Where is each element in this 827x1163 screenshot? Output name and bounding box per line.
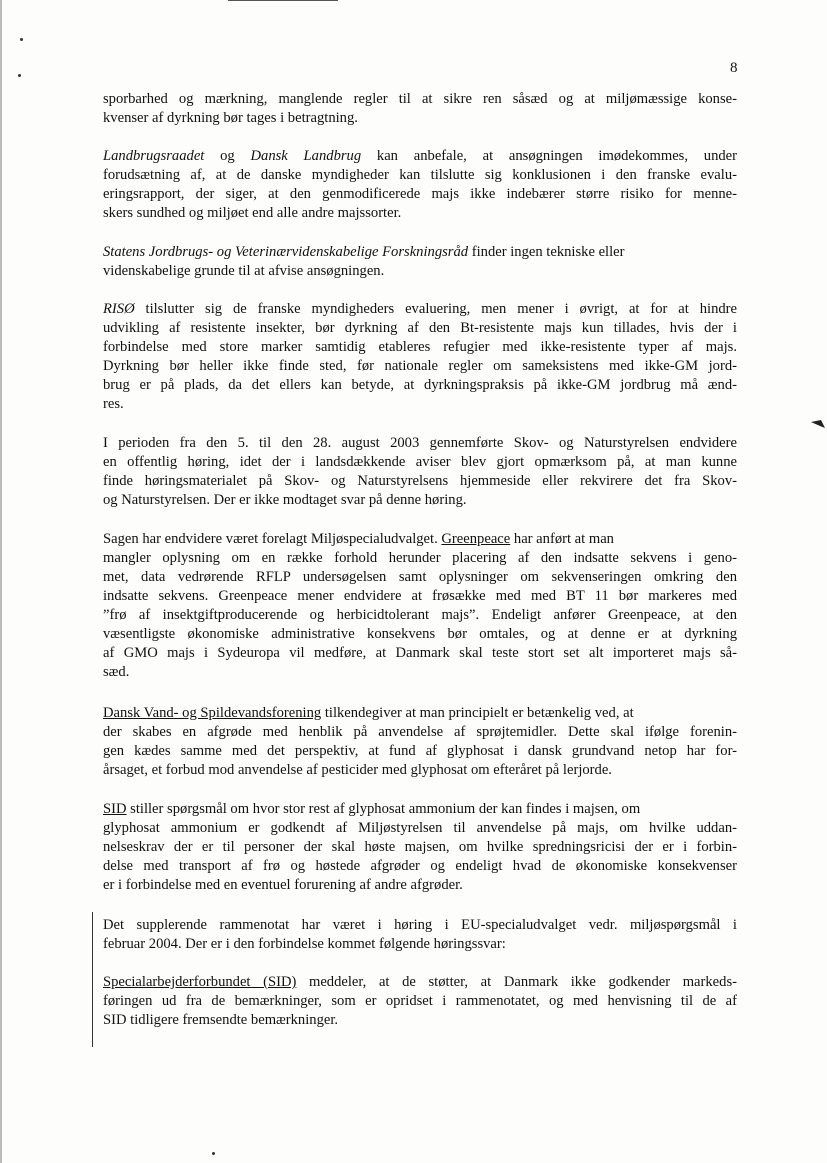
text-line: Landbrugsraadet og Dansk Landbrug kan anbefale, at ansøgningen imødekommes, under — [103, 148, 738, 164]
scan-speck — [20, 38, 23, 41]
org-name: RISØ — [103, 301, 135, 317]
text-line: nelseskrav der er til personer der skal høste majsen, om hvilke spredningsricisi der er i forbin- — [103, 839, 737, 855]
text-line: udvikling af resistente insekter, bør dyrkning af den Bt-resistente majs kun tillades, hvis der i — [103, 320, 737, 336]
text-line: RISØ tilslutter sig de franske myndigheders evaluering, men mener i øvrigt, at for at hindre — [103, 301, 737, 317]
text-line: indsatte sekvens. Greenpeace mener endvidere at frøsække med med BT 11 bør markeres med — [103, 588, 737, 604]
text-line: Dyrkning bør heller ikke finde sted, før nationale regler om sameksistens med ikke-GM jord- — [103, 358, 737, 374]
paragraph-8 — [103, 800, 737, 895]
text-line: finde høringsmaterialet på Skov- og Naturstyrelsens hjemmeside eller rekvirere det fra Skov- — [103, 473, 737, 489]
text-line: eringsrapport, der siger, at den genmodificerede majs ikke indebærer større risiko for menne- — [103, 186, 737, 202]
paragraph-5 — [103, 434, 737, 510]
text-line: Statens Jordbrugs- og Veterinærvidenskabelige Forskningsråd finder ingen tekniske eller — [103, 244, 625, 260]
paragraph-9 — [103, 916, 737, 954]
org-name: Landbrugsraadet — [103, 148, 205, 164]
text-line: der skabes en afgrøde med henblik på anvendelse af sprøjtemidler. Dette skal ifølge forenin- — [103, 724, 737, 740]
text-line: glyphosat ammonium er godkendt af Miljøstyrelsen til anvendelse på majs, om hvilke uddan- — [103, 820, 737, 836]
paragraph-4 — [103, 300, 737, 414]
scan-edge — [0, 0, 2, 1163]
paragraph-3 — [103, 243, 737, 281]
paragraph-6 — [103, 530, 737, 682]
text-line: sporbarhed og mærkning, manglende regler til at sikre ren såsæd og at miljømæssige konse- — [103, 91, 737, 107]
text-line: res. — [103, 396, 124, 412]
text-line: delse med transport af frø og høstede afgrøder og endeligt hvad de økonomiske konsekvenser — [103, 858, 737, 874]
org-name: Dansk Landbrug — [250, 148, 362, 164]
org-link: SID — [103, 801, 127, 817]
text-line: Specialarbejderforbundet (SID) meddeler, at de støtter, at Danmark ikke godkender markeds- — [103, 974, 737, 990]
text-line: en offentlig høring, idet der i landsdækkende aviser blev gjort opmærksom på, at man kunne — [103, 454, 737, 470]
text-line: væsentligste økonomiske administrative konsekvens bør omtales, og at denne er at dyrkning — [103, 626, 737, 642]
scan-speck — [18, 74, 21, 77]
text-line: kvenser af dyrkning bør tages i betragtning. — [103, 110, 358, 126]
header-rule — [228, 0, 338, 1]
text-line: og Naturstyrelsen. Der er ikke modtaget svar på denne høring. — [103, 492, 467, 508]
text-line: årsaget, et forbud mod anvendelse af pesticider med glyphosat om efteråret på lerjorde. — [103, 762, 612, 778]
text-line: met, data vedrørende RFLP undersøgelsen samt oplysninger om sekvenseringen omkring den — [103, 569, 737, 585]
change-bar — [92, 912, 93, 1047]
scan-smudge — [811, 418, 825, 430]
text-line: Sagen har endvidere været forelagt Miljøspecialudvalget. Greenpeace har anført at man — [103, 531, 614, 547]
paragraph-7 — [103, 704, 737, 780]
paragraph-10 — [103, 973, 737, 1030]
text-line: sæd. — [103, 664, 130, 680]
text-line: forudsætning af, at de danske myndigheder kan tilslutte sig konklusionen i den franske evalu- — [103, 167, 737, 183]
org-link: Dansk Vand- og Spildevandsforening — [103, 705, 322, 721]
text-line: brug er på plads, da det ellers kan betyde, at dyrkningspraksis på ikke-GM jordbrug må ænd- — [103, 377, 737, 393]
text-line: er i forbindelse med en eventuel forurening af andre afgrøder. — [103, 877, 463, 893]
text-line: forbindelse med store marker samtidig etableres refugier med ikke-resistente typer af majs. — [103, 339, 737, 355]
text-line: ”frø af insektgiftproducerende og herbicidtolerant majs”. Endeligt anfører Greenpeace, at den — [103, 607, 737, 623]
text-line: SID tidligere fremsendte bemærkninger. — [103, 1012, 339, 1028]
text-line: mangler oplysning om en række forhold herunder placering af den indsatte sekvens i geno- — [103, 550, 737, 566]
text-line: videnskabelige grunde til at afvise ansøgningen. — [103, 263, 385, 279]
text-line: føringen ud fra de bemærkninger, som er opridset i rammenotatet, og med henvisning til de af — [103, 993, 737, 1009]
org-name: Statens Jordbrugs- og Veterinærvidenskabelige Forskningsråd — [103, 244, 469, 260]
paragraph-1 — [103, 90, 737, 128]
text-line: SID stiller spørgsmål om hvor stor rest af glyphosat ammonium der kan findes i majsen, om — [103, 801, 641, 817]
text-line: gen kædes samme med det perspektiv, at fund af glyphosat i dansk grundvand netop har for- — [103, 743, 737, 759]
text-line: af GMO majs i Sydeuropa vil medføre, at Danmark skal teste stort set alt importeret majs så- — [103, 645, 737, 661]
text-line: skers sundhed og miljøet end alle andre majssorter. — [103, 205, 402, 221]
page-number: 8 — [730, 60, 738, 76]
text-line: februar 2004. Der er i den forbindelse kommet følgende høringssvar: — [103, 936, 506, 952]
text-line: I perioden fra den 5. til den 28. august 2003 gennemførte Skov- og Naturstyrelsen endvidere — [103, 435, 737, 451]
org-link: Greenpeace — [441, 531, 511, 547]
text-line: Det supplerende rammenotat har været i høring i EU-specialudvalget vedr. miljøspørgsmål i — [103, 917, 737, 933]
org-link: Specialarbejderforbundet (SID) — [103, 974, 297, 990]
scan-speck — [212, 1152, 215, 1155]
text-line: Dansk Vand- og Spildevandsforening tilkendegiver at man principielt er betænkelig ved, at — [103, 705, 634, 721]
paragraph-2 — [103, 147, 737, 223]
